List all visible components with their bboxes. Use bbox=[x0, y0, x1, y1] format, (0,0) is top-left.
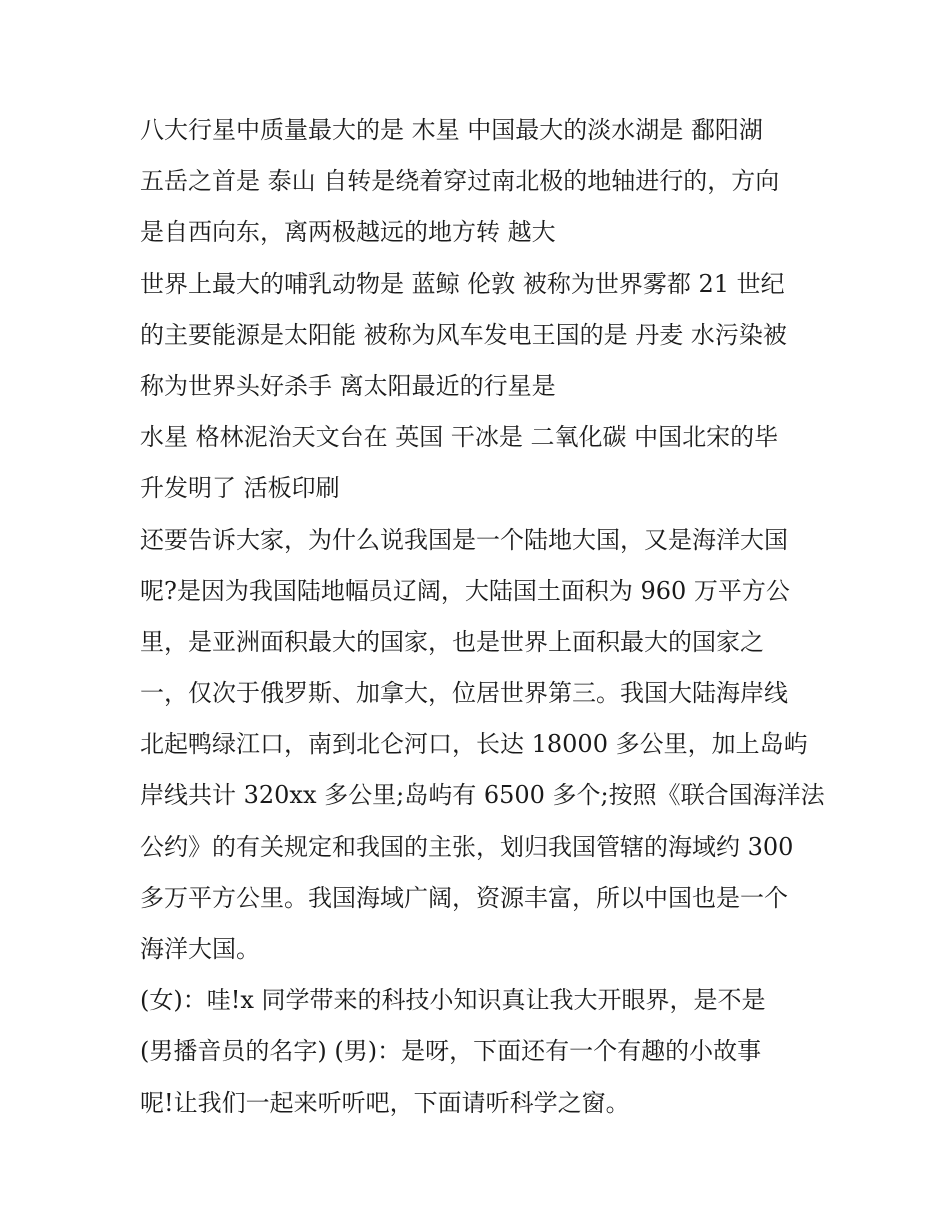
text-line: 海洋大国。 bbox=[140, 935, 260, 963]
text-line: 称为世界头好杀手 离太阳最近的行星是 bbox=[140, 371, 556, 400]
text-line: 呢!让我们一起来听听吧，下面请听科学之窗。 bbox=[140, 1088, 630, 1117]
text-line: (男播音员的名字) (男)：是呀，下面还有一个有趣的小故事 bbox=[140, 1037, 762, 1066]
text-line: 八大行星中质量最大的是 木星 中国最大的淡水湖是 鄱阳湖 bbox=[140, 116, 763, 144]
text-line: 多万平方公里。我国海域广阔，资源丰富，所以中国也是一个 bbox=[140, 883, 788, 912]
text-line: (女)：哇!x 同学带来的科技小知识真让我大开眼界，是不是 bbox=[140, 986, 766, 1015]
text-line: 一，仅次于俄罗斯、加拿大，位居世界第三。我国大陆海岸线 bbox=[140, 679, 788, 708]
text-line: 升发明了 活板印刷 bbox=[140, 474, 340, 503]
text-line: 水星 格林泥治天文台在 英国 干冰是 二氧化碳 中国北宋的毕 bbox=[140, 423, 779, 452]
text-line: 是自西向东，离两极越远的地方转 越大 bbox=[140, 218, 556, 247]
text-line: 呢?是因为我国陆地幅员辽阔，大陆国土面积为 960 万平方公 bbox=[140, 576, 790, 605]
text-line: 世界上最大的哺乳动物是 蓝鲸 伦敦 被称为世界雾都 21 世纪 bbox=[140, 269, 785, 298]
text-line: 里，是亚洲面积最大的国家，也是世界上面积最大的国家之 bbox=[140, 627, 764, 656]
text-line: 五岳之首是 泰山 自转是绕着穿过南北极的地轴进行的，方向 bbox=[140, 167, 780, 196]
text-line: 公约》的有关规定和我国的主张，划归我国管辖的海域约 300 bbox=[140, 832, 794, 861]
text-line: 还要告诉大家，为什么说我国是一个陆地大国，又是海洋大国 bbox=[140, 525, 788, 554]
text-line: 岸线共计 320xx 多公里;岛屿有 6500 多个;按照《联合国海洋法 bbox=[140, 781, 825, 810]
text-line: 的主要能源是太阳能 被称为风车发电王国的是 丹麦 水污染被 bbox=[140, 320, 787, 349]
document-body bbox=[140, 105, 825, 1129]
text-line: 北起鸭绿江口，南到北仑河口，长达 18000 多公里，加上岛屿 bbox=[140, 730, 808, 759]
